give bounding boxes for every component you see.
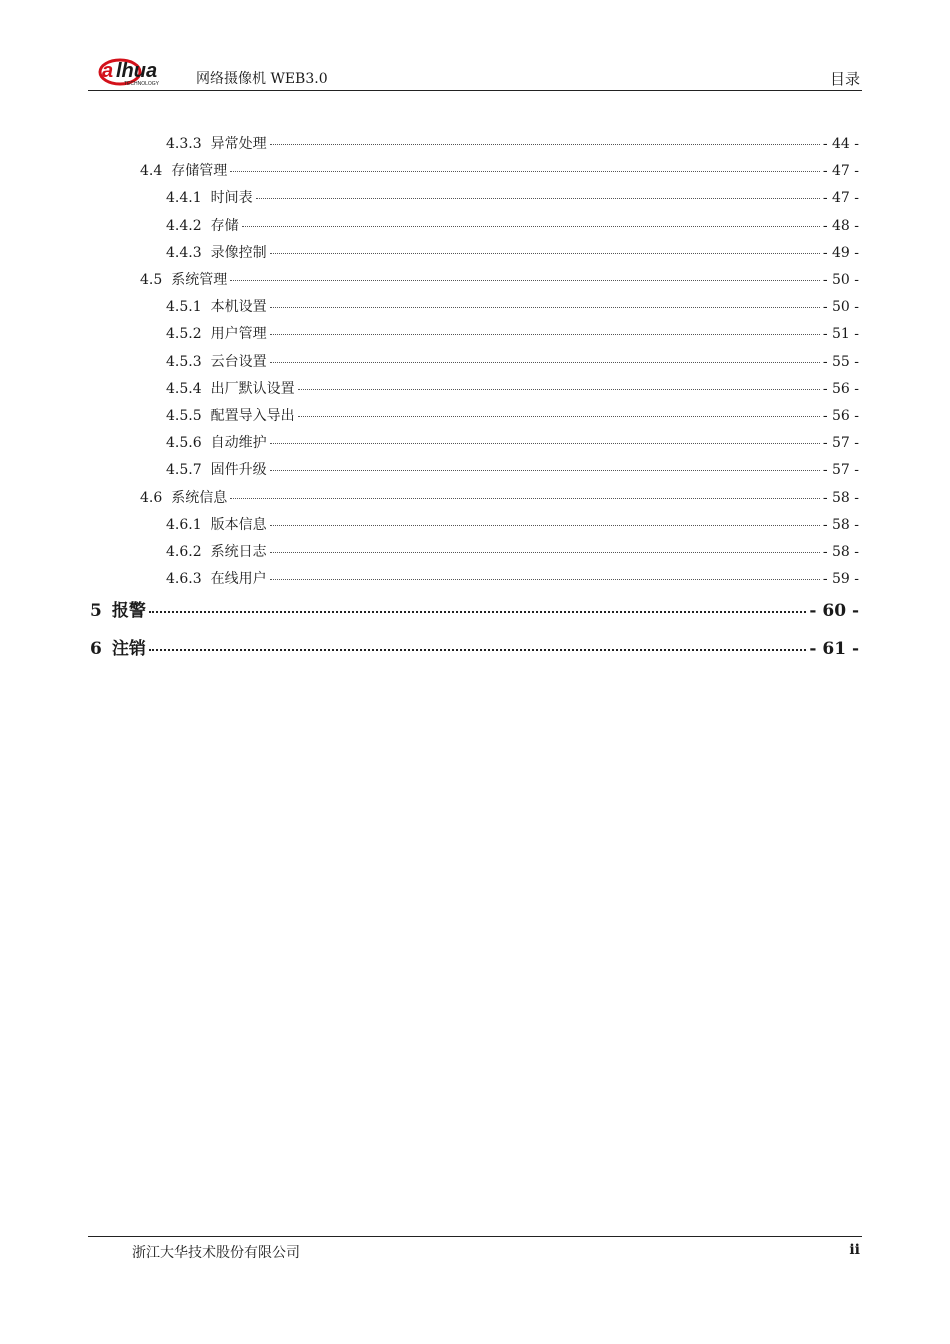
- dot-leader: [230, 171, 820, 172]
- toc-entry[interactable]: [166, 405, 859, 425]
- toc-entry-number: 6: [90, 639, 102, 660]
- toc-entry-title: 系统管理: [171, 272, 228, 288]
- toc-entry-number: 4.5.3: [166, 353, 202, 370]
- toc-entry-number: 4.5.6: [166, 435, 202, 452]
- toc-entry-number: 4.4: [140, 163, 163, 180]
- toc-entry-title: 存储管理: [171, 163, 228, 180]
- toc-entry[interactable]: [166, 459, 859, 479]
- dot-leader: [270, 443, 820, 444]
- toc-entry-page: - 48 -: [822, 217, 859, 234]
- dot-leader: [270, 362, 820, 363]
- toc-entry-number: 4.6.2: [166, 544, 202, 560]
- toc-entry-page: - 49 -: [822, 244, 859, 261]
- toc-entry[interactable]: [166, 323, 859, 343]
- dot-leader: [270, 552, 820, 553]
- dot-leader: [270, 470, 820, 471]
- toc-entry-page: - 58 -: [822, 489, 859, 506]
- toc-entry-number: 5: [90, 601, 102, 622]
- toc-entry-page: - 56 -: [822, 380, 859, 397]
- section-title: 目录: [829, 70, 860, 88]
- toc-entry-number: 4.4.1: [166, 190, 202, 207]
- toc-entry[interactable]: [140, 160, 859, 180]
- page-header: [88, 56, 862, 91]
- toc-entry[interactable]: [166, 133, 859, 153]
- toc-entry-page: - 58 -: [822, 516, 859, 533]
- toc-entry-number: 4.4.3: [166, 244, 202, 261]
- toc-entry-title: 固件升级: [210, 462, 267, 479]
- toc-entry[interactable]: [90, 596, 859, 621]
- toc-entry[interactable]: [166, 242, 859, 262]
- dot-leader: [270, 525, 820, 526]
- toc-entry-number: 4.3.3: [166, 136, 202, 152]
- toc-entry-page: - 56 -: [822, 408, 859, 424]
- page-footer: [88, 1236, 862, 1267]
- dahua-logo: [98, 56, 188, 88]
- toc-entry-title: 系统日志: [210, 544, 267, 560]
- toc-entry[interactable]: [166, 514, 859, 534]
- toc-entry-title: 存储: [210, 217, 239, 234]
- toc-entry[interactable]: [166, 187, 859, 207]
- toc-entry[interactable]: [166, 215, 859, 235]
- toc-entry-number: 4.4.2: [166, 217, 202, 234]
- dot-leader: [270, 579, 820, 580]
- dot-leader: [230, 498, 820, 499]
- dot-leader: [270, 307, 820, 308]
- toc-entry-page: - 50 -: [822, 272, 859, 288]
- dot-leader: [270, 334, 820, 335]
- toc-entry-number: 4.5.2: [166, 326, 202, 343]
- toc-entry[interactable]: [140, 487, 859, 507]
- toc-entry-title: 配置导入导出: [210, 408, 295, 424]
- dot-leader: [270, 253, 820, 254]
- dot-leader: [230, 280, 820, 281]
- toc-entry[interactable]: [166, 296, 859, 316]
- company-name: 浙江大华技术股份有限公司: [132, 1245, 300, 1261]
- toc-entry-number: 4.6: [140, 489, 163, 506]
- toc-entry-number: 4.6.1: [166, 516, 202, 533]
- toc-entry[interactable]: [140, 269, 859, 289]
- dot-leader: [298, 389, 820, 390]
- toc-entry-page: - 50 -: [822, 299, 859, 316]
- toc-entry-page: - 57 -: [822, 462, 859, 479]
- toc-entry-number: 4.6.3: [166, 571, 202, 588]
- toc-entry-title: 自动维护: [210, 435, 267, 452]
- toc-entry-page: - 58 -: [822, 544, 859, 560]
- toc-entry-title: 系统信息: [171, 489, 228, 506]
- toc-entry-page: - 51 -: [822, 326, 859, 343]
- dot-leader: [149, 649, 807, 651]
- toc-entry[interactable]: [166, 378, 859, 398]
- toc-entry[interactable]: [166, 432, 859, 452]
- toc-entry-title: 本机设置: [210, 299, 267, 316]
- toc-entry-title: 录像控制: [210, 244, 267, 261]
- document-title: 网络摄像机 WEB3.0: [196, 71, 328, 87]
- toc-entry-title: 报警: [111, 601, 146, 622]
- toc-entry-page: - 44 -: [822, 136, 859, 152]
- dot-leader: [270, 144, 820, 145]
- toc-entry-page: - 59 -: [822, 571, 859, 588]
- dot-leader: [256, 198, 820, 199]
- toc-entry-page: - 60 -: [809, 601, 859, 622]
- toc-entry-number: 4.5.7: [166, 462, 202, 479]
- toc-entry-title: 版本信息: [210, 516, 267, 533]
- toc-entry-page: - 57 -: [822, 435, 859, 452]
- toc-entry-title: 注销: [111, 639, 146, 660]
- toc-entry-page: - 55 -: [822, 353, 859, 370]
- toc-entry-number: 4.5.1: [166, 299, 202, 316]
- svg-text:TECHNOLOGY: TECHNOLOGY: [124, 81, 160, 87]
- svg-text:a: a: [102, 60, 114, 82]
- page-number: ii: [849, 1242, 860, 1258]
- toc-entry-number: 4.5.5: [166, 408, 202, 424]
- toc-entry[interactable]: [166, 568, 859, 588]
- dot-leader: [242, 226, 820, 227]
- svg-text:lhua: lhua: [116, 60, 158, 82]
- toc-entry[interactable]: [90, 634, 859, 659]
- toc-entry-number: 4.5.4: [166, 380, 202, 397]
- toc-entry-title: 在线用户: [210, 571, 267, 588]
- toc-entry-page: - 47 -: [822, 163, 859, 180]
- toc-entry-number: 4.5: [140, 272, 163, 288]
- toc-entry-title: 出厂默认设置: [210, 380, 295, 397]
- toc-entry-title: 云台设置: [210, 353, 267, 370]
- dot-leader: [298, 416, 820, 417]
- toc-entry-title: 时间表: [210, 190, 253, 207]
- toc-entry[interactable]: [166, 541, 859, 561]
- toc-entry-title: 异常处理: [210, 136, 267, 152]
- toc-entry-page: - 47 -: [822, 190, 859, 207]
- toc-entry-title: 用户管理: [210, 326, 267, 343]
- toc-entry[interactable]: [166, 351, 859, 371]
- toc-entry-page: - 61 -: [809, 639, 859, 660]
- dot-leader: [149, 611, 807, 613]
